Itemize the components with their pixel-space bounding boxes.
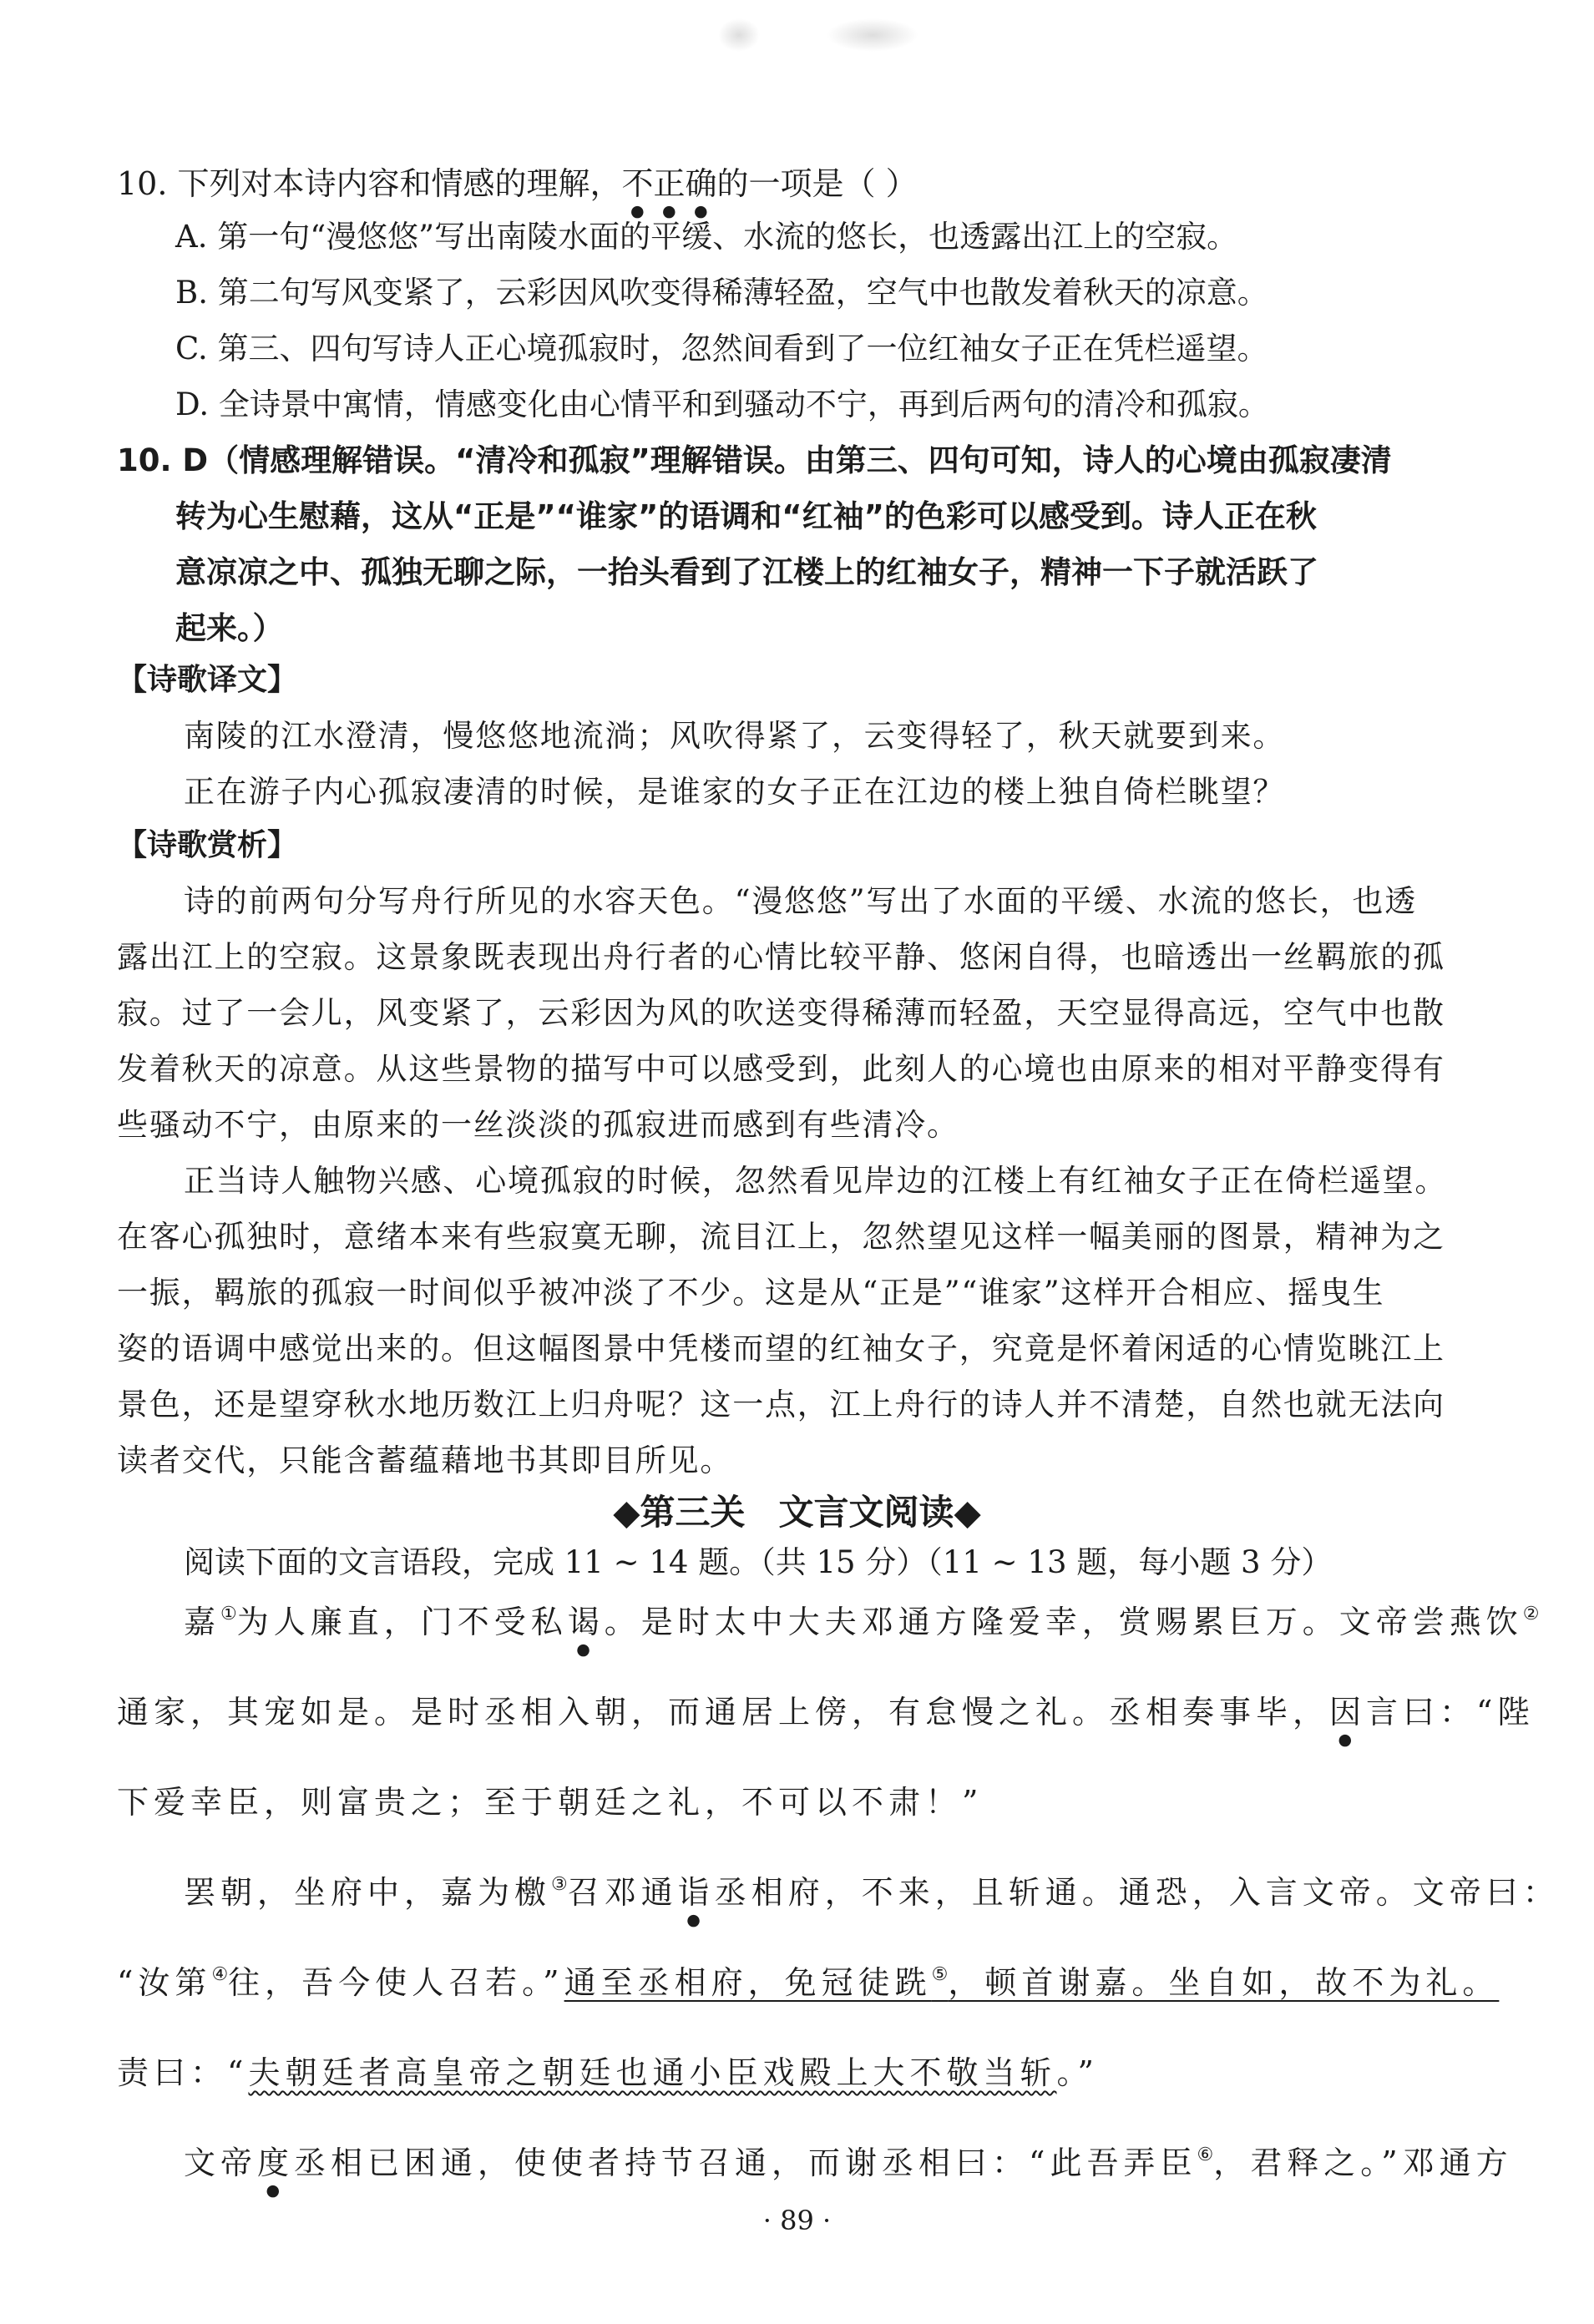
classical-text: 往，吾今使人召若。” xyxy=(228,1964,564,2001)
emphasized-word: 不正确 xyxy=(621,165,717,202)
option-b: B. 第二句写风变紧了，云彩因风吹变得稀薄轻盈，空气中也散发着秋天的凉意。 xyxy=(175,275,1268,311)
classical-text: 嘉 xyxy=(184,1604,221,1640)
wavy-underlined-sentence: 夫朝廷者高皇帝之朝廷也通小臣戏殿上大不敬当斩 xyxy=(248,2054,1057,2091)
appreciation-line: 些骚动不宁，由原来的一丝淡淡的孤寂进而感到有些清冷。 xyxy=(117,1107,959,1143)
translation-line: 正在游子内心孤寂凄清的时候，是谁家的女子正在江边的楼上独自倚栏眺望？ xyxy=(184,774,1286,810)
option-c: C. 第三、四句写诗人正心境孤寂时，忽然间看到了一位红袖女子正在凭栏遥望。 xyxy=(175,331,1268,366)
appreciation-line: 正当诗人触物兴感、心境孤寂的时候，忽然看见岸边的江楼上有红袖女子正在倚栏遥望。 xyxy=(184,1163,1448,1199)
dotted-word: 谒 xyxy=(567,1604,605,1640)
footnote-marker: ⑥ xyxy=(1197,2145,1214,2165)
classical-text: 召邓通 xyxy=(567,1874,678,1911)
underlined-sentence xyxy=(564,1964,1500,2001)
footnote-marker: ② xyxy=(1522,1604,1540,1624)
classical-text: 丞相府，不来，且斩通。通恐，入言文帝。文帝曰： xyxy=(714,1874,1560,1911)
reading-instruction: 阅读下面的文言语段，完成 11 ~ 14 题。（共 15 分）（11 ~ 13 题，每小题 3 分） xyxy=(184,1544,1333,1580)
translation-line: 南陵的江水澄清，慢悠悠地流淌；风吹得紧了，云变得轻了，秋天就要到来。 xyxy=(184,718,1286,754)
classical-line xyxy=(117,1962,1499,2003)
answer-10-line: 10. D（情感理解错误。“清冷和孤寂”理解错误。由第三、四句可知，诗人的心境由孤寂凄清 xyxy=(117,442,1392,478)
classical-line xyxy=(184,1601,1540,1659)
translation-heading: 【诗歌译文】 xyxy=(117,663,298,697)
appreciation-line: 诗的前两句分写舟行所见的水容天色。“漫悠悠”写出了水面的平缓、水流的悠长，也透 xyxy=(184,883,1418,919)
question-stem-text: 10. 下列对本诗内容和情感的理解， xyxy=(117,165,622,202)
classical-line xyxy=(184,1872,1560,1929)
classical-text: 责曰：“ xyxy=(117,2054,249,2091)
appreciation-line: 景色，还是望穿秋水地历数江上归舟呢？这一点，江上舟行的诗人并不清楚，自然也就无法向 xyxy=(117,1387,1445,1422)
dotted-word: 因 xyxy=(1329,1694,1367,1730)
appreciation-line: 姿的语调中感觉出来的。但这幅图景中凭楼而望的红袖女子，究竟是怀着闲适的心情览眺江上 xyxy=(117,1331,1445,1367)
classical-text: ，顿首谢嘉。坐自如，故不为礼。 xyxy=(948,1964,1500,2001)
chapter-title-part: 文言文阅读◆ xyxy=(778,1492,981,1533)
classical-text: 下爱幸臣，则富贵之；至于朝廷之礼，不可以不肃！” xyxy=(117,1784,984,1821)
classical-text: “汝第 xyxy=(117,1964,212,2001)
answer-10-line: 意凉凉之中、孤独无聊之际，一抬头看到了江楼上的红袖女子，精神一下子就活跃了 xyxy=(175,554,1318,590)
dotted-word: 诣 xyxy=(677,1874,715,1911)
scan-smudge xyxy=(827,18,918,52)
appreciation-line: 一振，羁旅的孤寂一时间似乎被冲淡了不少。这是从“正是”“谁家”这样开合相应、摇曳生 xyxy=(117,1275,1385,1311)
answer-10-line: 起来。） xyxy=(175,610,284,646)
classical-line xyxy=(117,2052,1099,2094)
classical-text: 。是时太中大夫邓通方隆爱幸，赏赐累巨万。文帝尝燕饮 xyxy=(604,1604,1523,1640)
appreciation-line: 寂。过了一会儿，风变紧了，云彩因为风的吹送变得稀薄而轻盈，天空显得高远，空气中也散 xyxy=(117,995,1445,1031)
footnote-marker: ① xyxy=(220,1604,237,1624)
appreciation-line: 发着秋天的凉意。从这些景物的描写中可以感受到，此刻人的心境也由原来的相对平静变得有 xyxy=(117,1051,1445,1087)
classical-text: 言曰：“陛 xyxy=(1366,1694,1535,1730)
classical-text: 。” xyxy=(1056,2054,1099,2091)
footnote-marker: ④ xyxy=(211,1964,229,1985)
page-number: · 89 · xyxy=(762,2205,832,2236)
classical-text: 通家，其宠如是。是时丞相入朝，而通居上傍，有怠慢之礼。丞相奏事毕， xyxy=(117,1694,1330,1730)
footnote-marker: ⑤ xyxy=(931,1964,949,1985)
scan-smudge xyxy=(718,18,760,52)
appreciation-line: 读者交代，只能含蓄蕴藉地书其即目所见。 xyxy=(117,1442,733,1478)
question-10-stem xyxy=(117,164,918,220)
classical-text: 为人廉直，门不受私 xyxy=(236,1604,568,1640)
classical-text: ，君释之。”邓通方 xyxy=(1213,2145,1513,2181)
classical-line xyxy=(184,2142,1513,2200)
appreciation-line: 露出江上的空寂。这景象既表现出舟行者的心情比较平静、悠闲自得，也暗透出一丝羁旅的孤 xyxy=(117,939,1445,975)
footnote-marker: ③ xyxy=(551,1874,568,1895)
chapter-title-part: ◆第三关 xyxy=(613,1492,746,1533)
classical-line xyxy=(117,1691,1534,1749)
classical-text: 罢朝，坐府中，嘉为檄 xyxy=(184,1874,552,1911)
classical-text: 丞相已困通，使使者持节召通，而谢丞相曰：“此吾弄臣 xyxy=(294,2145,1197,2181)
dotted-word: 度 xyxy=(257,2145,295,2181)
appreciation-line: 在客心孤独时，意绪本来有些寂寞无聊，流目江上，忽然望见这样一幅美丽的图景，精神为之 xyxy=(117,1219,1445,1255)
question-stem-tail: 的一项是（ ） xyxy=(716,165,918,202)
appreciation-heading: 【诗歌赏析】 xyxy=(117,828,298,862)
classical-line xyxy=(117,1781,983,1823)
option-d: D. 全诗景中寓情，情感变化由心情平和到骚动不宁，再到后两句的清冷和孤寂。 xyxy=(175,386,1269,422)
chapter-title xyxy=(0,1490,1594,1535)
classical-text: 通至丞相府，免冠徒跣 xyxy=(564,1964,932,2001)
classical-text: 文帝 xyxy=(184,2145,258,2181)
option-a: A. 第一句“漫悠悠”写出南陵水面的平缓、水流的悠长，也透露出江上的空寂。 xyxy=(175,219,1238,255)
answer-10-line: 转为心生慰藉，这从“正是”“谁家”的语调和“红袖”的色彩可以感受到。诗人正在秋 xyxy=(175,498,1317,534)
